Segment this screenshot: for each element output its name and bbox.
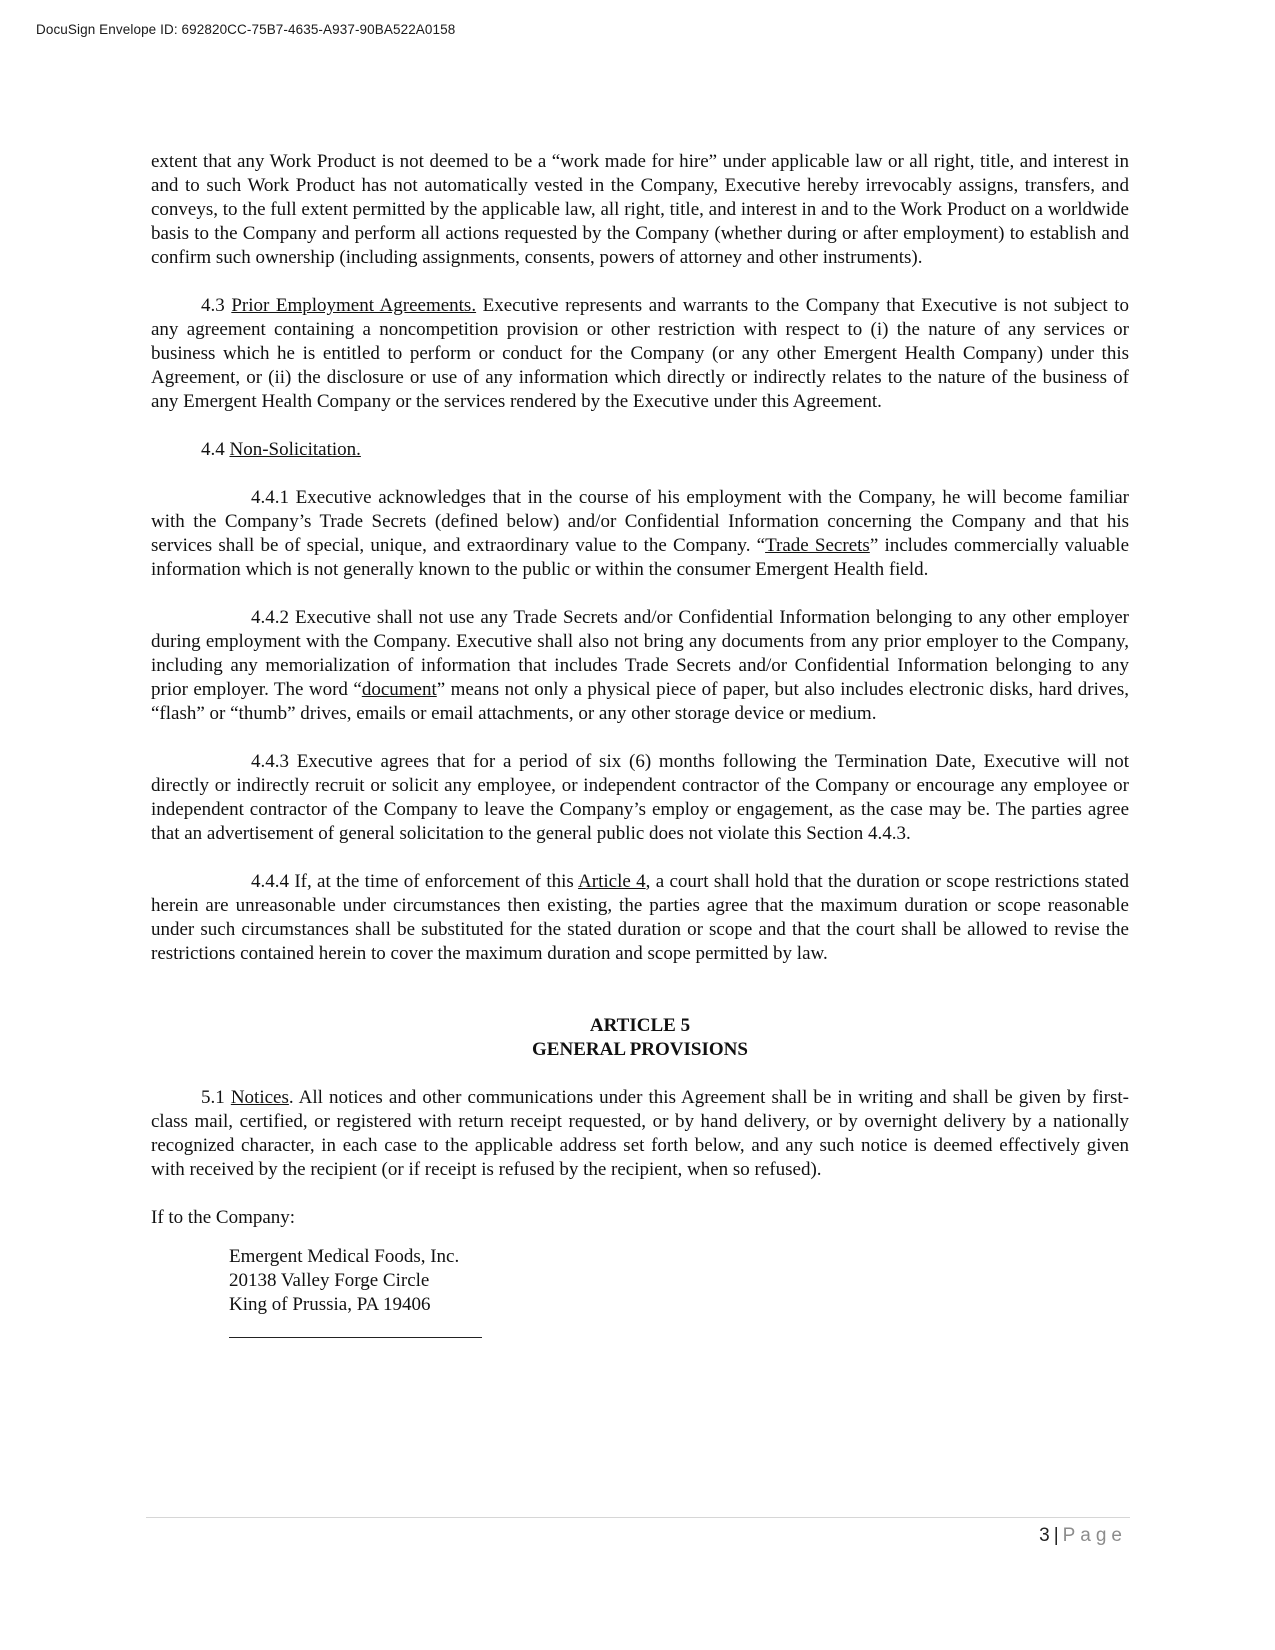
paragraph-4-4-3: 4.4.3 Executive agrees that for a period of six (6) months following the Termination Date, Executive will not directly or indirectly recruit or solicit any employee, or independent contractor of the Company or encourage any employee or independent contractor of the Company to leave the Company’s employ or engagement, as the case may be. The parties agree that an advertisement of general solicitation to the general public does not violate this Section 4.4.3. [151,751,1129,844]
section-title-prior-employment: Prior Employment Agreements. [231,295,477,316]
article-title: ARTICLE 5 [589,1015,691,1036]
paragraph-4-4 [151,438,1129,462]
address-line: King of Prussia, PA 19406 [229,1294,431,1315]
page-number: 3 [1039,1525,1050,1546]
blank-line [151,990,1129,1014]
address-line: 20138 Valley Forge Circle [229,1270,430,1291]
address-line: Emergent Medical Foods, Inc. [229,1246,460,1267]
section-body: . All notices and other communications under this Agreement shall be in writing and shall be given by first-class mail, certified, or registered with return receipt requested, or by hand delivery, or by overnight delivery by a nationally recognized character, in each case to the applicable address set forth below, and any such notice is deemed effectively given with received by the recipient (or if receipt is refused by the recipient, when so refused). [151,1087,1129,1180]
page-separator: | [1053,1525,1059,1546]
paragraph-work-product: extent that any Work Product is not deemed to be a “work made for hire” under applicable law or all right, title, and interest in and to such Work Product has not automatically vested in the Company, Executive hereby irrevocably assigns, transfers, and conveys, to the full extent permitted by the applicable law, all right, title, and interest in and to the Work Product on a worldwide basis to the Company and perform all actions requested by the Company (whether during or after employment) to establish and confirm such ownership (including assignments, consents, powers of attorney and other instruments). [151,151,1129,268]
paragraph-4-3 [151,294,1129,414]
paragraph-text: 4.4.4 If, at the time of enforcement of this [251,871,579,892]
docusign-envelope-id: DocuSign Envelope ID: 692820CC-75B7-4635-A937-90BA522A0158 [36,22,456,37]
section-number: 5.1 [201,1087,231,1108]
paragraph-4-4-2 [151,606,1129,726]
paragraph-5-1 [151,1086,1129,1182]
article-subtitle: GENERAL PROVISIONS [532,1039,748,1060]
paragraph-text: ” means not only a physical piece of paper, but also includes electronic disks, hard drives, “flash” or “thumb” drives, emails or email attachments, or any other storage device or medium. [151,679,1129,724]
section-title-notices: Notices [230,1087,289,1108]
reference-article-4: Article 4 [578,871,646,892]
page-footer [1039,1525,1127,1547]
paragraph-text: , a court shall hold that the duration or scope restrictions stated herein are unreasonable under circumstances then existing, the parties agree that the maximum duration or scope reasonable under such circumstances shall be substituted for the stated duration or scope and that the court shall be allowed to revise the restrictions contained herein to cover the maximum duration and scope permitted by law. [151,871,1129,964]
company-address [229,1245,1129,1317]
defined-term-document: document [361,679,437,700]
document-body [151,150,1129,1338]
paragraph-text: 4.4.1 Executive acknowledges that in the course of his employment with the Company, he will become familiar with the Company’s Trade Secrets (defined below) and/or Confidential Information concerning the Company and that his services shall be of special, unique, and extraordinary value to the Company. “ [151,487,1129,556]
page-label: Page [1062,1525,1127,1546]
address-label-company: If to the Company: [151,1207,296,1228]
section-number: 4.4 [201,439,230,460]
paragraph-text: 4.4.2 Executive shall not use any Trade Secrets and/or Confidential Information belonging to any other employer during employment with the Company. Executive shall also not bring any documents from any prior employer to the Company, including any memorialization of information that includes Trade Secrets and/or Confidential Information belonging to any prior employer. The word “ [151,607,1129,700]
section-title-non-solicitation: Non-Solicitation. [229,439,361,460]
blank-signature-line [229,1337,482,1338]
article-5-heading [151,1014,1129,1062]
paragraph-4-4-4 [151,870,1129,966]
paragraph-4-4-1 [151,486,1129,582]
footer-divider [146,1517,1130,1518]
section-body: Executive represents and warrants to the Company that Executive is not subject to any agreement containing a noncompetition provision or other restriction with respect to (i) the nature of any services or business which he is entitled to perform or conduct for the Company (or any other Emergent Health Company) under this Agreement, or (ii) the disclosure or use of any information which directly or indirectly relates to the nature of the business of any Emergent Health Company or the services rendered by the Executive under this Agreement. [151,295,1129,412]
paragraph-text: ” includes commercially valuable information which is not generally known to the public or within the consumer Emergent Health field. [151,535,1130,580]
section-number: 4.3 [201,295,232,316]
defined-term-trade-secrets: Trade Secrets [765,535,870,556]
